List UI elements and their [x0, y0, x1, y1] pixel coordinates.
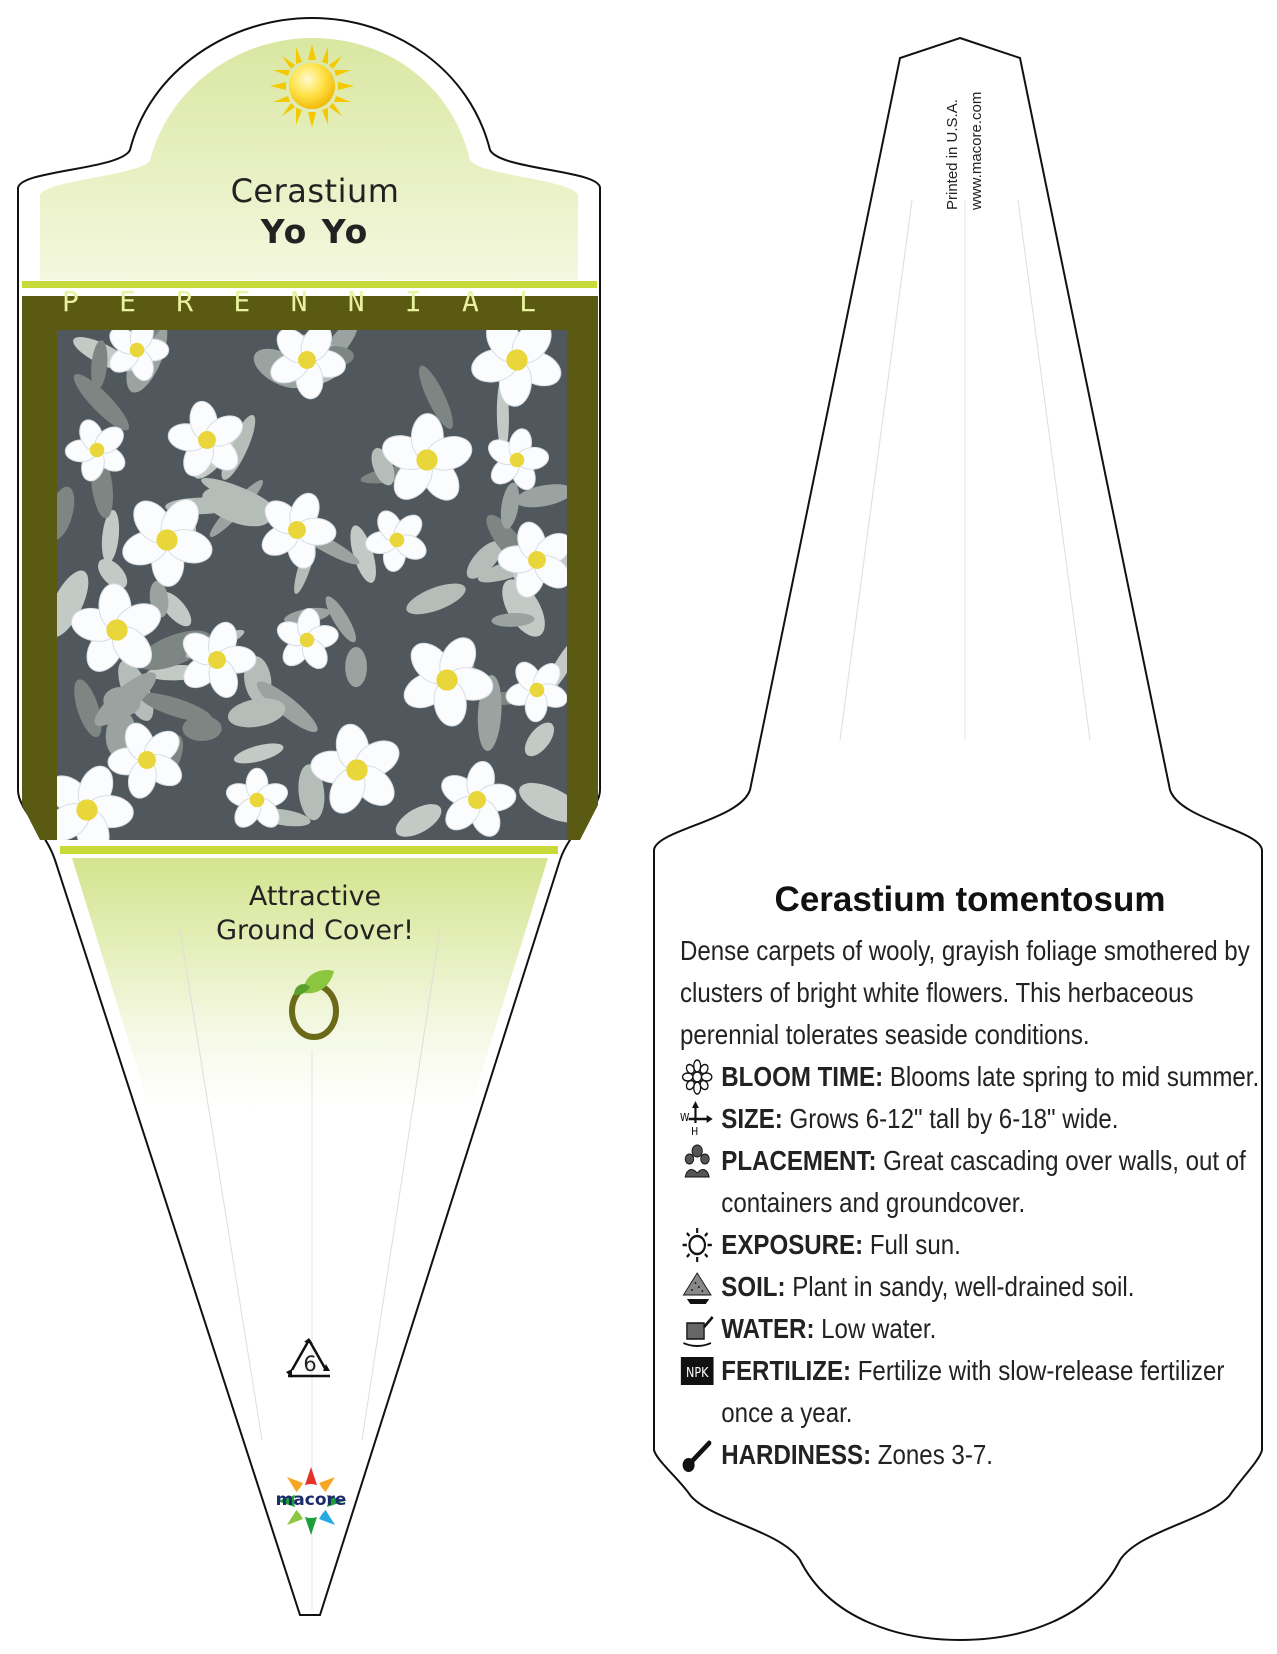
plant-description: Dense carpets of wooly, grayish foliage smothered by clusters of bright white flowers. This herbaceous perennial tolerates seaside conditions.: [680, 935, 1250, 1050]
soil-icon: [680, 1269, 714, 1305]
watering-can-icon: [680, 1311, 714, 1347]
plant-genus: Cerastium: [230, 172, 400, 210]
detail-water: [680, 1308, 1277, 1350]
sun-outline-icon: [680, 1227, 714, 1263]
care-details: [680, 1056, 1277, 1476]
botanical-name: Cerastium tomentosum: [774, 880, 1166, 919]
category-letter: R: [176, 284, 194, 318]
detail-text: Low water.: [814, 1313, 937, 1344]
detail-label: EXPOSURE:: [721, 1229, 864, 1260]
flower-icon: [680, 1059, 714, 1095]
detail-text: Blooms late spring to mid summer.: [883, 1061, 1260, 1092]
detail-label: PLACEMENT:: [721, 1145, 877, 1176]
size-icon: [680, 1101, 714, 1137]
thermometer-icon: [680, 1437, 714, 1473]
category-letter: I: [404, 284, 422, 318]
detail-text: Great cascading over walls, out of containers and groundcover.: [721, 1145, 1246, 1218]
detail-label: WATER:: [721, 1313, 815, 1344]
brand-name: macore: [275, 1490, 347, 1510]
printed-in: Printed in U.S.A.: [944, 99, 961, 210]
detail-fertilize: [680, 1350, 1277, 1434]
detail-text: Fertilize with slow-release fertilizer once a year.: [721, 1355, 1225, 1428]
category-letter: P: [62, 284, 79, 318]
website: www.macore.com: [968, 91, 985, 210]
category-letter: E: [233, 284, 251, 318]
detail-hardiness: [680, 1434, 1277, 1476]
npk-icon: [680, 1353, 714, 1389]
detail-label: SOIL:: [721, 1271, 786, 1302]
detail-text: Plant in sandy, well-drained soil.: [785, 1271, 1135, 1302]
detail-label: BLOOM TIME:: [721, 1061, 884, 1092]
category-letter: N: [347, 284, 365, 318]
size-icon-h: H: [691, 1125, 699, 1137]
detail-exposure: [680, 1224, 1277, 1266]
print-info: [850, 38, 1060, 218]
detail-size: [680, 1098, 1277, 1140]
detail-bloom-time: [680, 1056, 1277, 1098]
category-letter: N: [290, 284, 308, 318]
detail-soil: [680, 1266, 1277, 1308]
category-letter: L: [519, 284, 536, 318]
detail-text: Full sun.: [863, 1229, 961, 1260]
tagline-line-2: Ground Cover!: [216, 915, 414, 946]
plant-variety: Yo Yo: [260, 212, 370, 251]
tagline-line-1: Attractive: [248, 881, 382, 912]
detail-text: Zones 3-7.: [871, 1439, 993, 1470]
detail-label: HARDINESS:: [721, 1439, 872, 1470]
category-letter: A: [461, 284, 479, 318]
detail-text: Grows 6-12" tall by 6-18" wide.: [782, 1103, 1119, 1134]
category-letter: E: [119, 284, 136, 318]
placement-icon: [680, 1143, 714, 1179]
detail-label: FERTILIZE:: [721, 1355, 852, 1386]
npk-text: NPK: [685, 1365, 709, 1381]
size-icon-w: W: [680, 1111, 690, 1125]
detail-label: SIZE:: [721, 1103, 783, 1134]
detail-placement: [680, 1140, 1277, 1224]
recycle-number: 6: [303, 1352, 317, 1376]
